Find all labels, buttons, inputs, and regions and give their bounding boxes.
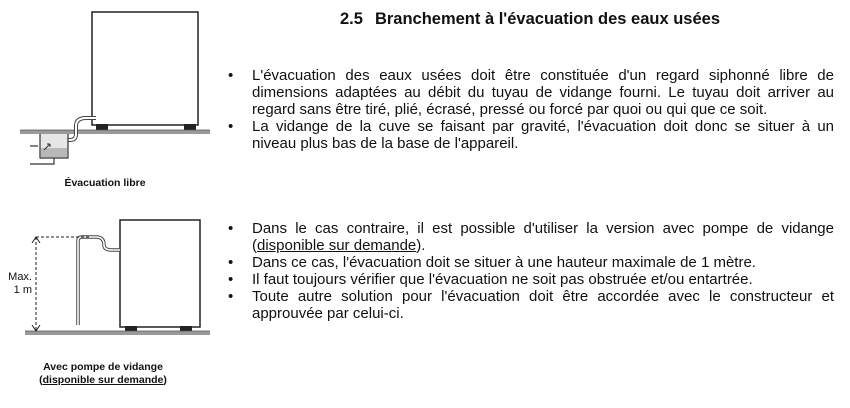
list-item: • Dans le cas contraire, il est possible d'utiliser la version avec pompe de vidange (disponible sur demande). (228, 220, 834, 254)
figure-caption-pump-drain: Avec pompe de vidange (disponible sur demande) (39, 361, 167, 386)
available-on-request-link[interactable]: disponible sur demande (257, 237, 417, 254)
list-item: • Dans ce cas, l'évacuation doit se situer à une hauteur maximale de 1 mètre. (228, 254, 834, 271)
free-drain-diagram (0, 0, 215, 175)
appliance-body (120, 220, 200, 327)
appliance-body (92, 12, 198, 125)
max-height-label: Max. 1 m (8, 271, 32, 296)
list-item: • Toute autre solution pour l'évacuation doit être accordée avec le constructeur et approuvée par celui-ci. (228, 288, 834, 322)
figure-caption-free-drain: Évacuation libre (64, 177, 146, 189)
floor-line (20, 130, 210, 134)
section-number: 2.5 (340, 10, 363, 28)
floor-line (25, 331, 210, 335)
illustrations-column (0, 0, 215, 408)
pump-drain-diagram (0, 215, 215, 350)
bullet-list-free-drain (228, 67, 834, 152)
list-item: • Il faut toujours vérifier que l'évacuation ne soit pas obstruée et/ou entartrée. (228, 271, 834, 288)
list-item: • La vidange de la cuve se faisant par gravité, l'évacuation doit donc se situer à un niveau plus bas de la base de l'appareil. (228, 118, 834, 152)
section-title: Branchement à l'évacuation des eaux usées (374, 10, 721, 28)
list-item: • L'évacuation des eaux usées doit être constituée d'un regard siphonné libre de dimensions adaptées au débit du tuyau de vidange fourni. Le tuyau doit arriver au regard sans être tiré, plié, écrasé, pressé ou forcé par quoi ou qui que ce soit. (228, 67, 834, 118)
bullet-list-pump-drain (228, 220, 834, 322)
available-on-request-link[interactable]: disponible sur demande (42, 374, 164, 386)
appliance-foot (96, 124, 108, 130)
section-heading (340, 10, 840, 29)
appliance-foot (184, 124, 196, 130)
